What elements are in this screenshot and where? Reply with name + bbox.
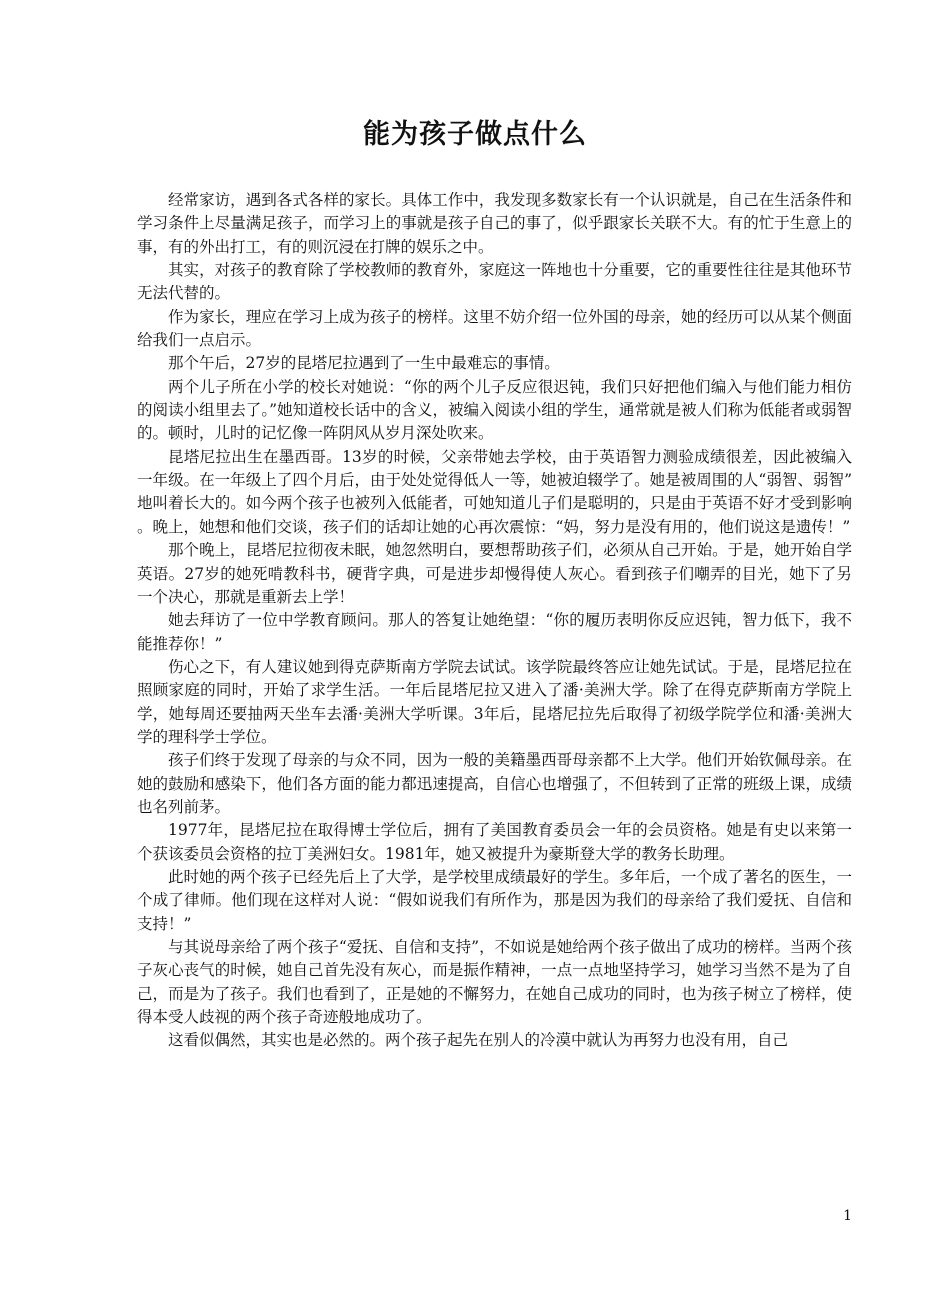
paragraph: 孩子们终于发现了母亲的与众不同，因为一般的美籍墨西哥母亲都不上大学。他们开始钦佩母亲。在她的鼓励和感染下，他们各方面的能力都迅速提高，自信心也增强了，不但转到了正常的班级上课，成绩也名列前茅。 <box>137 751 852 816</box>
document-title: 能为孩子做点什么 <box>363 119 587 150</box>
paragraph: 那个午后，27岁的昆塔尼拉遇到了一生中最难忘的事情。 <box>168 354 560 373</box>
document-body <box>137 189 852 1053</box>
page-number: 1 <box>843 1208 852 1224</box>
paragraph: 经常家访，遇到各式各样的家长。具体工作中，我发现多数家长有一个认识就是，自己在生活条件和学习条件上尽量满足孩子，而学习上的事就是孩子自己的事了，似乎跟家长关联不大。有的忙于生意上的事，有的外出打工，有的则沉浸在打牌的娱乐之中。 <box>137 191 852 256</box>
paragraph: 此时她的两个孩子已经先后上了大学，是学校里成绩最好的学生。多年后，一个成了著名的医生，一个成了律师。他们现在这样对人说：“假如说我们有所作为，那是因为我们的母亲给了我们爱抚、自信和支持！” <box>137 867 852 933</box>
paragraph: 与其说母亲给了两个孩子“爱抚、自信和支持”，不如说是她给两个孩子做出了成功的榜样。当两个孩子灰心丧气的时候，她自己首先没有灰心，而是振作精神，一点一点地坚持学习，她学习当然不是为了自己，而是为了孩子。我们也看到了，正是她的不懈努力，在她自己成功的同时，也为孩子树立了榜样，使得本受人歧视的两个孩子奇迹般地成功了。 <box>137 938 852 1027</box>
paragraph: 1977年，昆塔尼拉在取得博士学位后，拥有了美国教育委员会一年的会员资格。她是有史以来第一个获该委员会资格的拉丁美洲妇女。1981年，她又被提升为豪斯登大学的教务长助理。 <box>137 821 852 863</box>
paragraph: 昆塔尼拉出生在墨西哥。13岁的时候，父亲带她去学校，由于英语智力测验成绩很差，因此被编入一年级。在一年级上了四个月后，由于处处觉得低人一等，她被迫辍学了。她是被周围的人“弱智、弱智”地叫着长大的。如今两个孩子也被列入低能者，可她知道儿子们是聪明的，只是由于英语不好才受到影响。晚上，她想和他们交谈，孩子们的话却让她的心再次震惊：“妈，努力是没有用的，他们说这是遗传！” <box>137 447 852 536</box>
paragraph: 那个晚上，昆塔尼拉彻夜未眠，她忽然明白，要想帮助孩子们，必须从自己开始。于是，她开始自学英语。27岁的她死啃教科书，硬背字典，可是进步却慢得使人灰心。看到孩子们嘲弄的目光，她下了另一个决心，那就是重新去上学！ <box>137 541 852 606</box>
paragraph: 作为家长，理应在学习上成为孩子的榜样。这里不妨介绍一位外国的母亲，她的经历可以从某个侧面给我们一点启示。 <box>137 307 852 350</box>
paragraph: 这看似偶然，其实也是必然的。两个孩子起先在别人的冷漠中就认为再努力也没有用，自己 <box>168 1031 789 1050</box>
paragraph: 其实，对孩子的教育除了学校教师的教育外，家庭这一阵地也十分重要，它的重要性往往是其他环节无法代替的。 <box>137 261 852 303</box>
paragraph: 她去拜访了一位中学教育顾问。那人的答复让她绝望：“你的履历表明你反应迟钝，智力低下，我不能推荐你！” <box>137 611 852 653</box>
paragraph: 两个儿子所在小学的校长对她说：“你的两个儿子反应很迟钝，我们只好把他们编入与他们能力相仿的阅读小组里去了。”她知道校长话中的含义，被编入阅读小组的学生，通常就是被人们称为低能者或弱智的。顿时，儿时的记忆像一阵阴风从岁月深处吹来。 <box>137 377 852 443</box>
paragraph: 伤心之下，有人建议她到得克萨斯南方学院去试试。该学院最终答应让她先试试。于是，昆塔尼拉在照顾家庭的同时，开始了求学生活。一年后昆塔尼拉又进入了潘·美洲大学。除了在得克萨斯南方学院上学，她每周还要抽两天坐车去潘·美洲大学听课。3年后，昆塔尼拉先后取得了初级学院学位和潘·美洲大学的理科学士学位。 <box>137 657 852 746</box>
